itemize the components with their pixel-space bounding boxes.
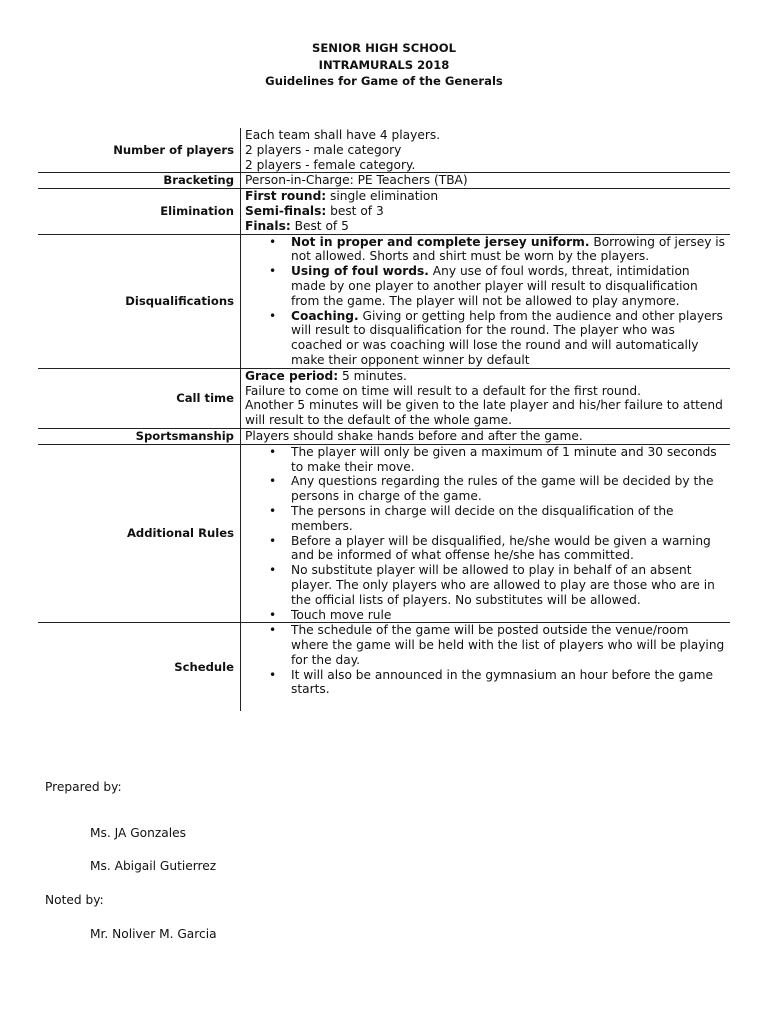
row-label: Number of players (113, 142, 234, 157)
list-item: • The player will only be given a maximum of 1 minute and 30 seconds to make their move. (291, 445, 726, 475)
elimination-line: First round: single elimination (245, 189, 439, 204)
event-title: INTRAMURALS 2018 (318, 57, 450, 72)
row-value: Person-in-Charge: PE Teachers (TBA) (241, 173, 731, 189)
row-disqualifications (38, 234, 730, 368)
row-value (241, 623, 731, 711)
calltime-line: Another 5 minutes will be given to the late player and his/her failure to attend will result to the default of the whole game. (245, 398, 723, 428)
row-label: Sportsmanship (38, 428, 241, 444)
guidelines-table (38, 128, 730, 711)
row-call-time (38, 368, 730, 428)
list-item: • The persons in charge will decide on the disqualification of the members. (291, 504, 726, 534)
row-label: Elimination (38, 189, 241, 234)
list-item: • Coaching. Giving or getting help from the audience and other players will result to disqualification for the round. The player who was coached or was coaching will lose the round and will automatically make their opponent winner by default (291, 309, 726, 368)
players-line: 2 players - male category (245, 142, 402, 157)
row-value: Players should shake hands before and after the game. (241, 428, 731, 444)
row-label: Disqualifications (38, 234, 241, 368)
row-schedule (38, 623, 730, 711)
row-value (241, 444, 731, 623)
row-value (241, 234, 731, 368)
preparer-name: Ms. Abigail Gutierrez (90, 859, 217, 873)
disqualification-list (245, 235, 726, 368)
list-item: • Before a player will be disqualified, he/she would be given a warning and be informed of what offense he/she has committed. (291, 534, 726, 564)
document-header (0, 40, 768, 90)
row-bracketing (38, 173, 730, 189)
additional-rules-list (245, 445, 726, 623)
players-line: Each team shall have 4 players. (245, 128, 441, 142)
list-item: • The schedule of the game will be posted outside the venue/room where the game will be held with the list of players who will be playing for the day. (291, 623, 726, 667)
grace-line: Grace period: 5 minutes. (245, 368, 407, 383)
list-item: • It will also be announced in the gymnasium an hour before the game starts. (291, 668, 726, 698)
calltime-line: Failure to come on time will result to a default for the first round. (245, 383, 641, 398)
row-label: Additional Rules (38, 444, 241, 623)
list-item: • Using of foul words. Any use of foul words, threat, intimidation made by one player to another player will result to disqualification from the game. The player will not be allowed to play anymore. (291, 264, 726, 308)
document-title: Guidelines for Game of the Generals (265, 74, 503, 88)
row-label: Bracketing (38, 173, 241, 189)
preparer-name: Ms. JA Gonzales (90, 826, 186, 840)
players-line: 2 players - female category. (245, 157, 416, 172)
row-value (241, 128, 731, 173)
row-sportsmanship (38, 428, 730, 444)
row-value (241, 368, 731, 428)
row-additional-rules (38, 444, 730, 623)
schedule-list (245, 623, 726, 697)
list-item: • Not in proper and complete jersey uniform. Borrowing of jersey is not allowed. Shorts and shirt must be worn by the players. (291, 235, 726, 265)
list-item: • Touch move rule (291, 608, 726, 623)
row-label: Call time (38, 368, 241, 428)
prepared-by-label: Prepared by: (45, 780, 122, 794)
noted-by-label: Noted by: (45, 893, 104, 907)
noter-name: Mr. Noliver M. Garcia (90, 927, 217, 941)
elimination-line: Finals: Best of 5 (245, 218, 349, 233)
list-item: • No substitute player will be allowed to play in behalf of an absent player. The only players who are allowed to play are those who are in the official lists of players. No substitutes will be allowed. (291, 563, 726, 607)
row-elimination (38, 189, 730, 234)
elimination-line: Semi-finals: best of 3 (245, 203, 384, 218)
list-item: • Any questions regarding the rules of the game will be decided by the persons in charge of the game. (291, 474, 726, 504)
school-title: SENIOR HIGH SCHOOL (311, 41, 457, 55)
row-number-of-players (38, 128, 730, 173)
row-label: Schedule (38, 623, 241, 711)
row-value (241, 189, 731, 234)
